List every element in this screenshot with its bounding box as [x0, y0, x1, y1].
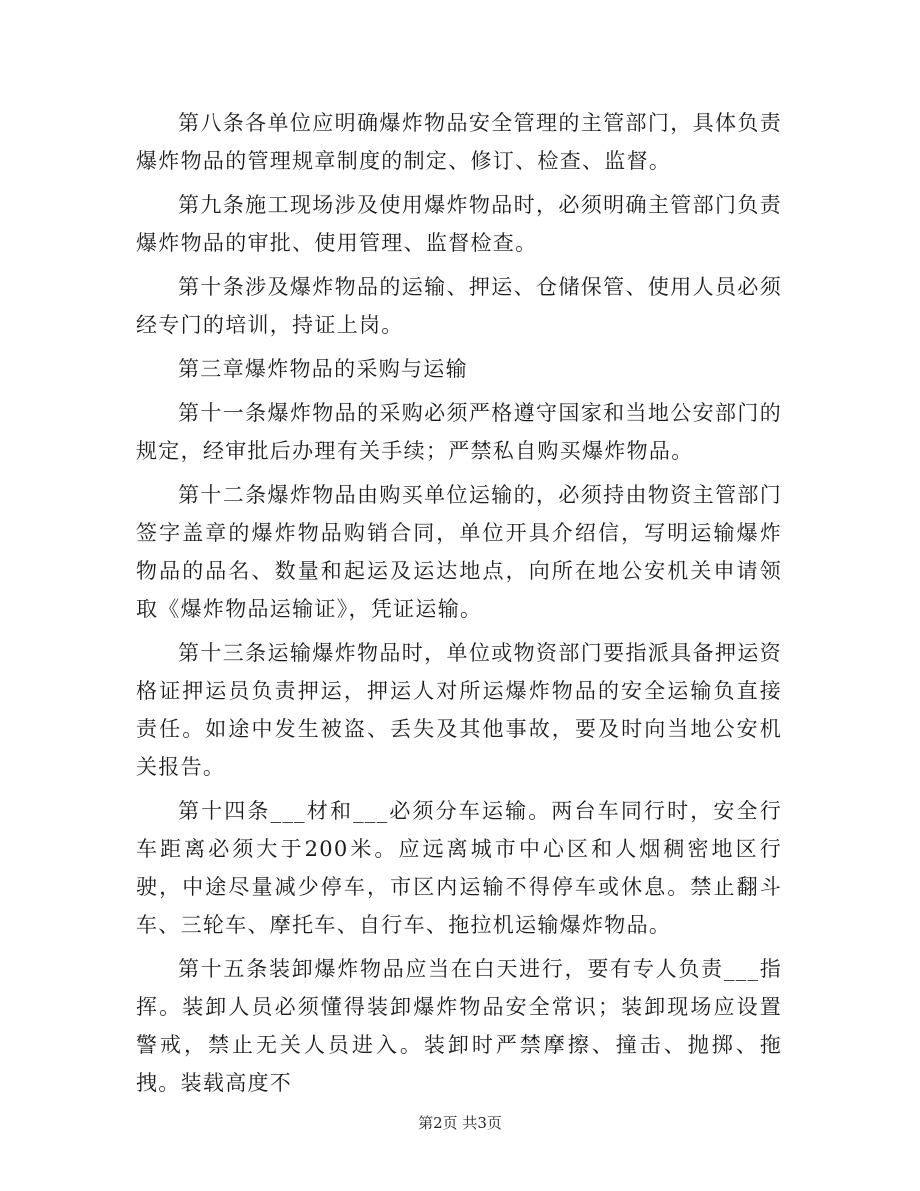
document-body [136, 104, 782, 1108]
paragraph-article-13: 第十三条运输爆炸物品时，单位或物资部门要指派具备押运资格证押运员负责押运，押运人对所运爆炸物品的安全运输负直接责任。如途中发生被盗、丢失及其他事故，要及时向当地公安机关报告。 [136, 641, 782, 779]
paragraph-article-10: 第十条涉及爆炸物品的运输、押运、仓储保管、使用人员必须经专门的培训，持证上岗。 [136, 275, 782, 337]
paragraph-article-11: 第十一条爆炸物品的采购必须严格遵守国家和当地公安部门的规定，经审批后办理有关手续；严禁私自购买爆炸物品。 [136, 401, 782, 463]
paragraph-article-14: 第十四条___材和___必须分车运输。两台车同行时，安全行车距离必须大于200米。应远离城市中心区和人烟稠密地区行驶，中途尽量减少停车，市区内运输不得停车或休息。禁止翻斗车、三轮车、摩托车、自行车、拖拉机运输爆炸物品。 [136, 799, 782, 937]
paragraph-article-15: 第十五条装卸爆炸物品应当在白天进行，要有专人负责___指挥。装卸人员必须懂得装卸爆炸物品安全常识；装卸现场应设置警戒，禁止无关人员进入。装卸时严禁摩擦、撞击、抛掷、拖拽。装载高度不 [136, 957, 782, 1095]
chapter-heading: 第三章爆炸物品的采购与运输 [178, 357, 468, 381]
paragraph-article-9: 第九条施工现场涉及使用爆炸物品时，必须明确主管部门负责爆炸物品的审批、使用管理、监督检查。 [136, 193, 782, 255]
page-number-footer: 第2页 共3页 [418, 1114, 502, 1132]
paragraph-article-8: 第八条各单位应明确爆炸物品安全管理的主管部门，具体负责爆炸物品的管理规章制度的制定、修订、检查、监督。 [136, 111, 782, 173]
paragraph-article-12: 第十二条爆炸物品由购买单位运输的，必须持由物资主管部门签字盖章的爆炸物品购销合同，单位开具介绍信，写明运输爆炸物品的品名、数量和起运及运达地点，向所在地公安机关申请领取《爆炸物品运输证》，凭证运输。 [136, 483, 782, 621]
